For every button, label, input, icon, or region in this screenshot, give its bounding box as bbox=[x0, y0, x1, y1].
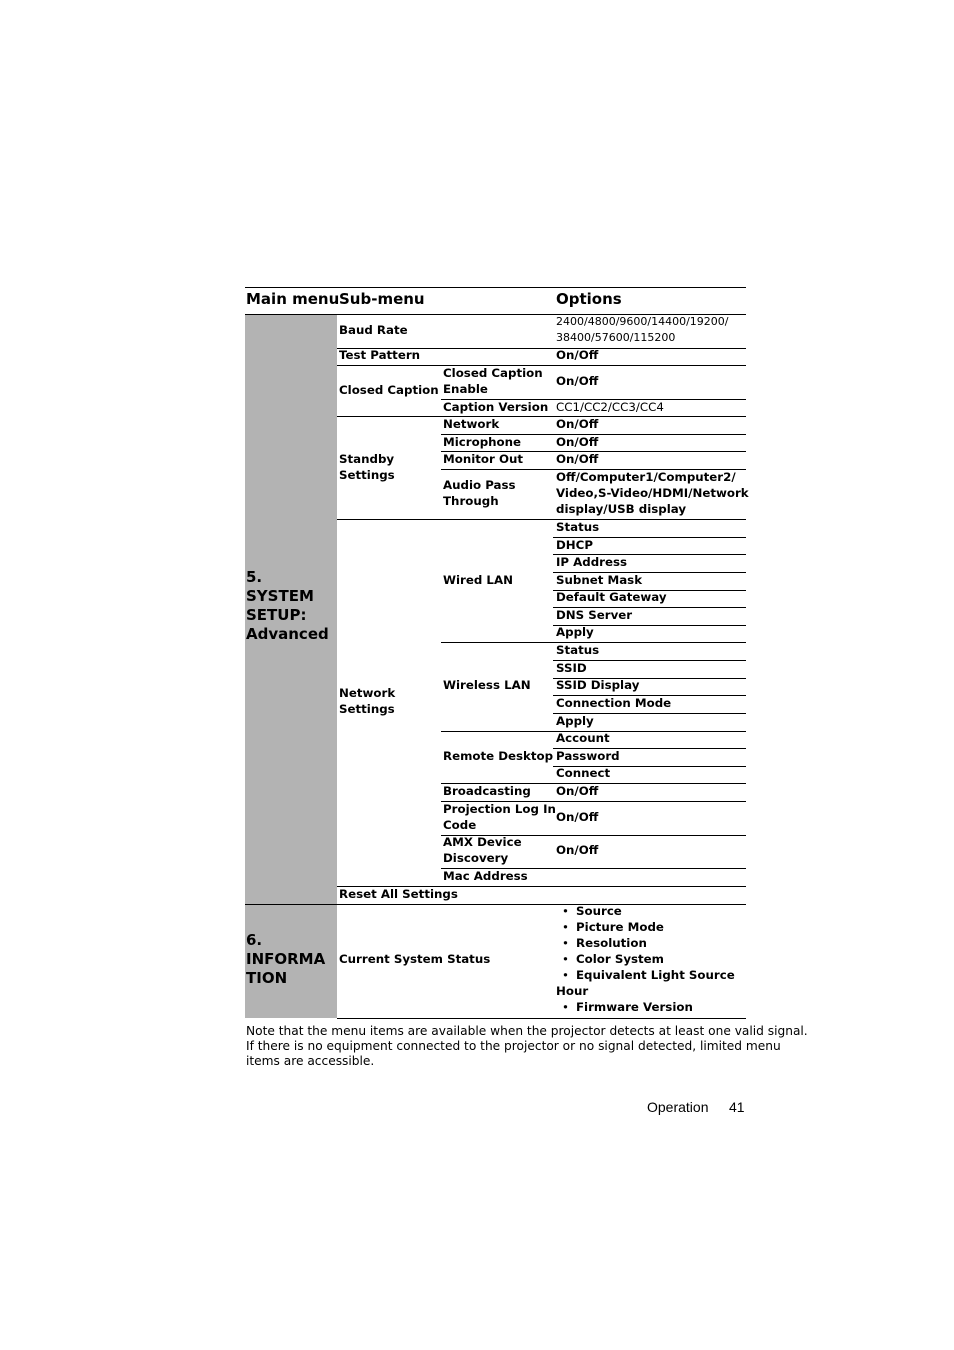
wired-lan-option: IP Address bbox=[556, 555, 628, 569]
closed-caption-enable-option: On/Off bbox=[556, 374, 599, 388]
audio-pass-through-label: Audio Pass Through bbox=[443, 478, 516, 508]
amx-device-discovery-label: AMX Device Discovery bbox=[443, 835, 522, 865]
baud-rate-label: Baud Rate bbox=[339, 323, 408, 337]
wired-lan-option: Status bbox=[556, 520, 600, 534]
note-paragraph: Note that the menu items are available when the projector detects at least one valid signal. If there is no equipment connected to the projector or no signal detected, limited menu items are accessible. bbox=[246, 1024, 808, 1068]
current-system-status-label: Current System Status bbox=[339, 952, 491, 966]
wireless-lan-option: SSID Display bbox=[556, 678, 640, 692]
footer-page-number: 41 bbox=[729, 1099, 745, 1115]
broadcasting-label: Broadcasting bbox=[443, 784, 531, 798]
header-sub-menu: Sub-menu bbox=[339, 290, 425, 308]
remote-desktop-option: Account bbox=[556, 731, 610, 745]
caption-version-label: Caption Version bbox=[443, 400, 549, 414]
header-main-menu: Main menu bbox=[246, 290, 340, 308]
remote-desktop-option: Connect bbox=[556, 766, 611, 780]
baud-rate-options: 2400/4800/9600/14400/19200/ 38400/57600/115200 bbox=[556, 315, 729, 344]
standby-microphone-label: Microphone bbox=[443, 435, 522, 449]
list-item: • Color System bbox=[562, 952, 664, 966]
mac-address-label: Mac Address bbox=[443, 869, 528, 883]
test-pattern-label: Test Pattern bbox=[339, 348, 421, 362]
list-item: • Resolution bbox=[562, 936, 647, 950]
header-options: Options bbox=[556, 290, 622, 308]
remote-desktop-option: Password bbox=[556, 749, 620, 763]
audio-pass-through-options: Off/Computer1/Computer2/ Video,S-Video/HDMI/Network display/USB display bbox=[556, 470, 749, 516]
list-item: • Equivalent Light Source bbox=[562, 968, 735, 982]
projection-log-in-code-option: On/Off bbox=[556, 810, 599, 824]
standby-monitor-out-option: On/Off bbox=[556, 452, 599, 466]
projection-log-in-code-label: Projection Log In Code bbox=[443, 802, 556, 832]
caption-version-option: CC1/CC2/CC3/CC4 bbox=[556, 400, 664, 414]
standby-microphone-option: On/Off bbox=[556, 435, 599, 449]
wireless-lan-option: Connection Mode bbox=[556, 696, 672, 710]
wired-lan-label: Wired LAN bbox=[443, 573, 513, 587]
reset-all-settings-label: Reset All Settings bbox=[339, 887, 458, 901]
footer-section-name: Operation bbox=[647, 1099, 709, 1115]
wireless-lan-option: Apply bbox=[556, 714, 594, 728]
list-item-continuation: Hour bbox=[556, 984, 589, 998]
wireless-lan-option: Status bbox=[556, 643, 600, 657]
list-item: • Source bbox=[562, 904, 622, 918]
closed-caption-label: Closed Caption bbox=[339, 383, 439, 397]
closed-caption-enable-label: Closed Caption Enable bbox=[443, 366, 543, 396]
amx-device-discovery-option: On/Off bbox=[556, 843, 599, 857]
network-settings-label: Network Settings bbox=[339, 686, 396, 716]
section6-title: 6. INFORMA TION bbox=[246, 931, 326, 987]
wired-lan-option: DNS Server bbox=[556, 608, 633, 622]
standby-monitor-out-label: Monitor Out bbox=[443, 452, 524, 466]
wired-lan-option: Subnet Mask bbox=[556, 573, 643, 587]
list-item: • Picture Mode bbox=[562, 920, 664, 934]
wired-lan-option: DHCP bbox=[556, 538, 593, 552]
wired-lan-option: Default Gateway bbox=[556, 590, 667, 604]
status-bullet-list bbox=[556, 903, 735, 1015]
standby-settings-label: Standby Settings bbox=[339, 452, 395, 482]
test-pattern-option: On/Off bbox=[556, 348, 599, 362]
standby-network-label: Network bbox=[443, 417, 500, 431]
list-item: • Firmware Version bbox=[562, 1000, 693, 1014]
section5-title: 5. SYSTEM SETUP: Advanced bbox=[246, 568, 329, 643]
broadcasting-option: On/Off bbox=[556, 784, 599, 798]
wired-lan-option: Apply bbox=[556, 625, 594, 639]
remote-desktop-label: Remote Desktop bbox=[443, 749, 554, 763]
wireless-lan-label: Wireless LAN bbox=[443, 678, 531, 692]
wireless-lan-option: SSID bbox=[556, 661, 587, 675]
standby-network-option: On/Off bbox=[556, 417, 599, 431]
